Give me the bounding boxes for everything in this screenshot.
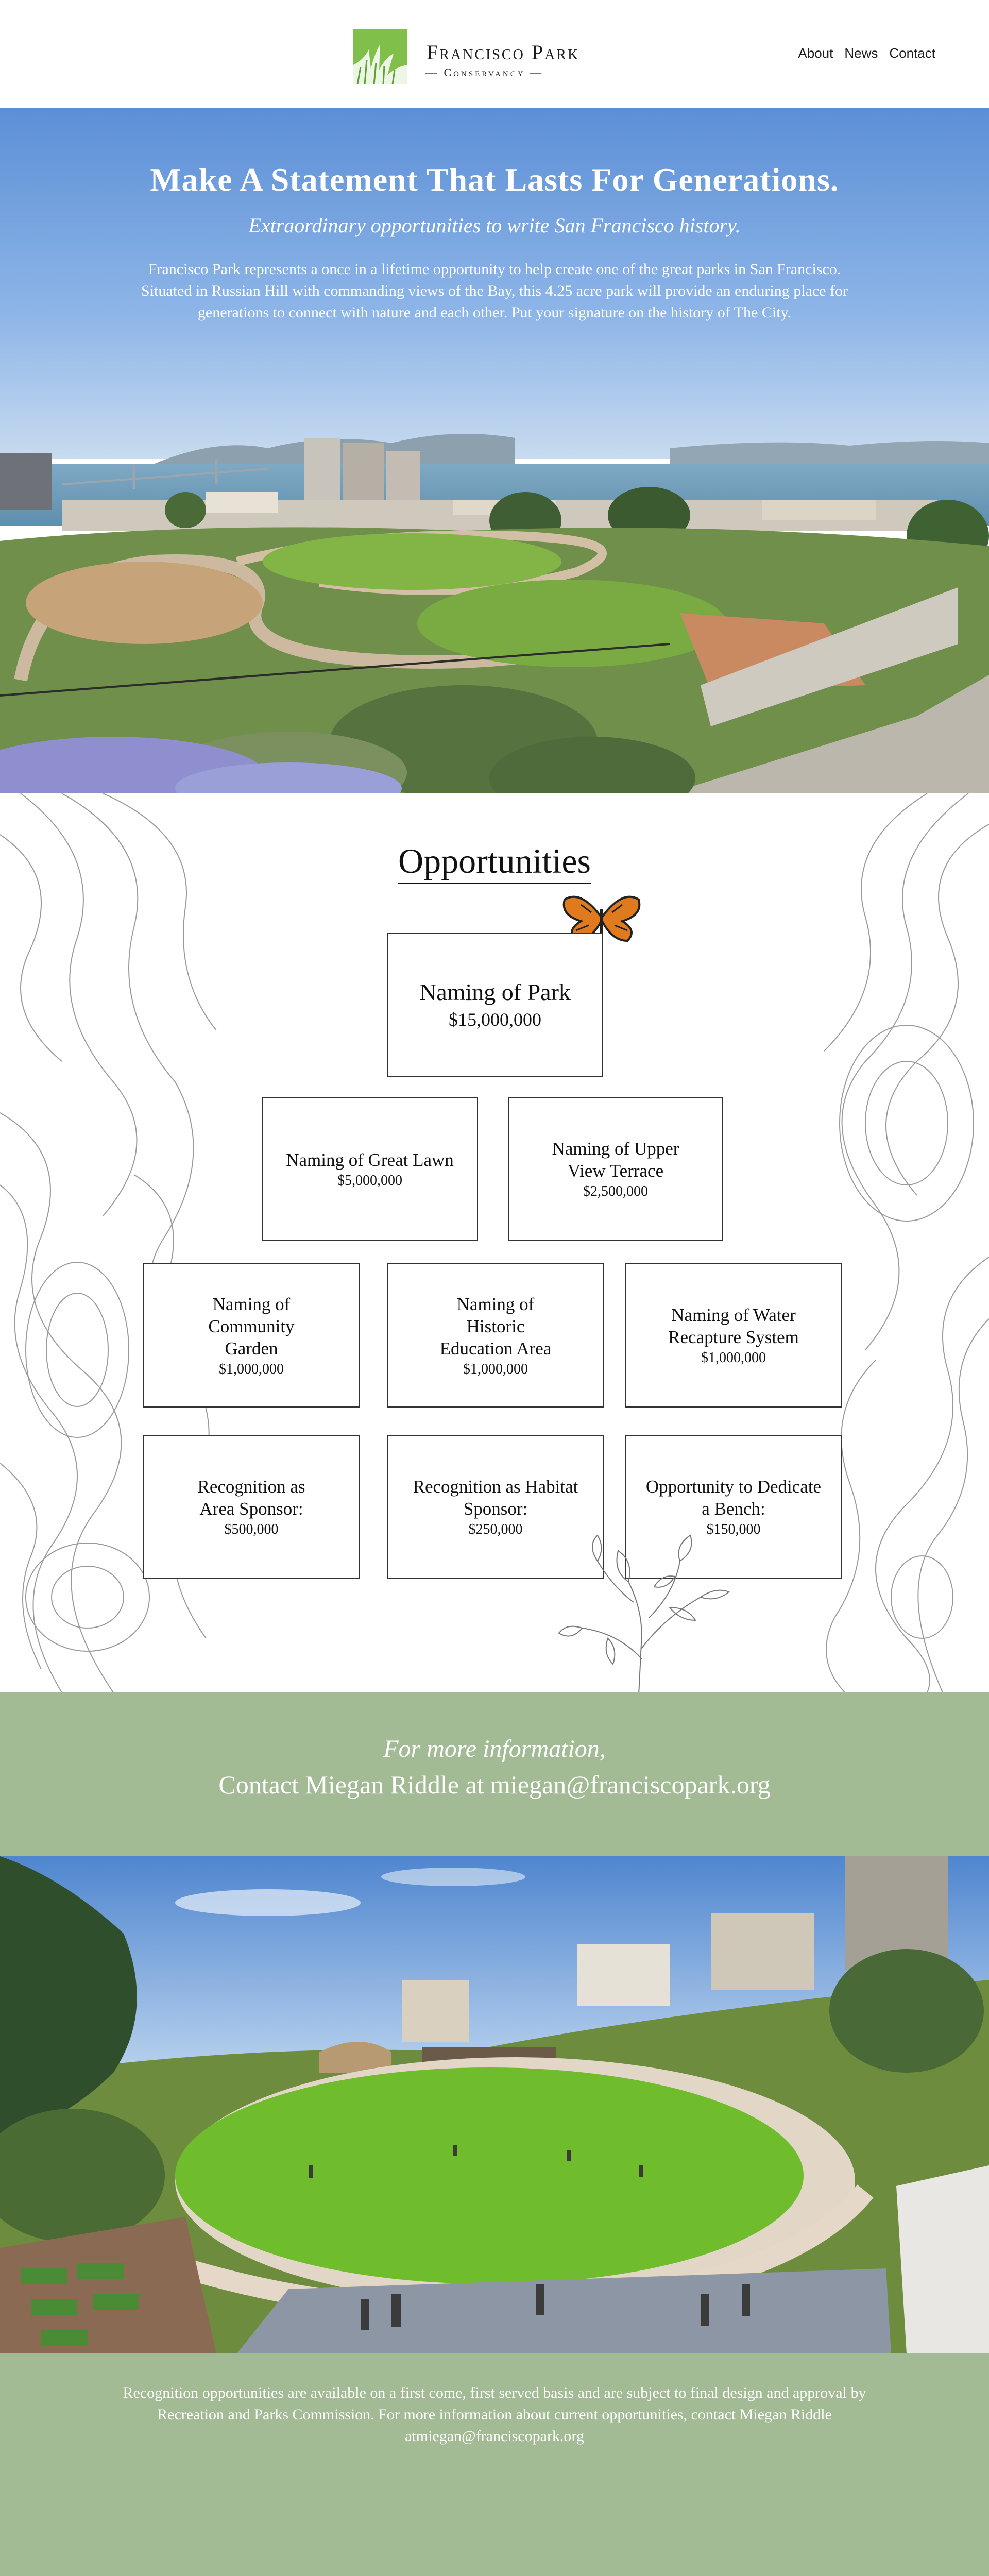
card-price: $500,000	[224, 1521, 279, 1537]
contact-band	[0, 1692, 989, 1856]
site-header	[0, 0, 989, 108]
card-title: Naming of Historic Education Area	[439, 1294, 552, 1359]
hero-subtitle: Extraordinary opportunities to write San Francisco history.	[248, 214, 741, 237]
card-price: $5,000,000	[337, 1172, 402, 1189]
hero-description: Francisco Park represents a once in a lifetime opportunity to help create one of the great parks in San Francisco. Situated in Russian Hill with commanding views of the Bay, this 4.25 acre park will provide an enduring place for generations to connect with nature and each other. Put your signature on the history of The City.	[141, 261, 848, 321]
contact-intro: For more information,	[383, 1735, 606, 1762]
card-title: Naming of Great Lawn	[286, 1149, 454, 1170]
card-title: Naming of Water Recapture System	[668, 1305, 799, 1347]
disclaimer-text: Recognition opportunities are available on a first come, first served basis and are subject to final design and approval by Recreation and Parks Commission. For more information about current opportunities, contact Miegan Riddle atmiegan@franciscopark.org	[123, 2384, 866, 2445]
hero-title: Make A Statement That Lasts For Generations.	[150, 161, 839, 198]
opportunity-card-water-recapture-system[interactable]	[625, 1263, 842, 1408]
card-price: $1,000,000	[463, 1361, 528, 1377]
opportunities-heading: Opportunities	[0, 841, 989, 882]
grass-logo-icon	[353, 29, 407, 84]
card-title: Naming of Park	[419, 979, 571, 1005]
card-title: Naming of Upper View Terrace	[552, 1139, 679, 1181]
plant-sketch-decoration	[551, 1530, 737, 1692]
card-title: Recognition as Habitat Sponsor:	[413, 1477, 578, 1519]
nav-about-link[interactable]: About	[798, 45, 833, 61]
card-title: Naming of Community Garden	[208, 1294, 295, 1359]
opportunity-card-upper-view-terrace[interactable]	[508, 1097, 723, 1241]
logo-title: Francisco Park	[427, 41, 580, 64]
great-lawn-rendering-image	[0, 1856, 989, 2353]
main-nav	[798, 45, 935, 61]
opportunity-card-naming-of-park[interactable]	[387, 933, 603, 1077]
nav-contact-link[interactable]: Contact	[889, 45, 935, 61]
card-price: $250,000	[468, 1521, 523, 1537]
logo-subtitle: — Conservancy —	[425, 66, 544, 79]
park-panorama-image	[0, 108, 989, 793]
card-price: $2,500,000	[583, 1183, 648, 1199]
opportunity-card-community-garden[interactable]	[143, 1263, 360, 1408]
site-logo[interactable]	[353, 29, 611, 86]
card-price: $15,000,000	[449, 1009, 541, 1030]
card-price: $1,000,000	[219, 1361, 284, 1377]
great-lawn-illustration	[0, 1856, 989, 2353]
opportunity-card-historic-education-area[interactable]	[387, 1263, 604, 1408]
opportunity-card-area-sponsor[interactable]	[143, 1435, 360, 1579]
card-title: Recognition as Area Sponsor:	[197, 1477, 305, 1519]
contact-email-line[interactable]: Contact Miegan Riddle at miegan@franciscopark.org	[218, 1770, 771, 1799]
opportunities-section	[0, 793, 989, 1692]
card-price: $1,000,000	[701, 1350, 766, 1366]
opportunity-card-great-lawn[interactable]	[262, 1097, 478, 1241]
footer-disclaimer-band	[0, 2353, 989, 2576]
hero-section	[0, 108, 989, 793]
card-price: $150,000	[706, 1521, 761, 1537]
card-title: Opportunity to Dedicate a Bench:	[645, 1477, 822, 1519]
nav-news-link[interactable]: News	[844, 45, 878, 61]
